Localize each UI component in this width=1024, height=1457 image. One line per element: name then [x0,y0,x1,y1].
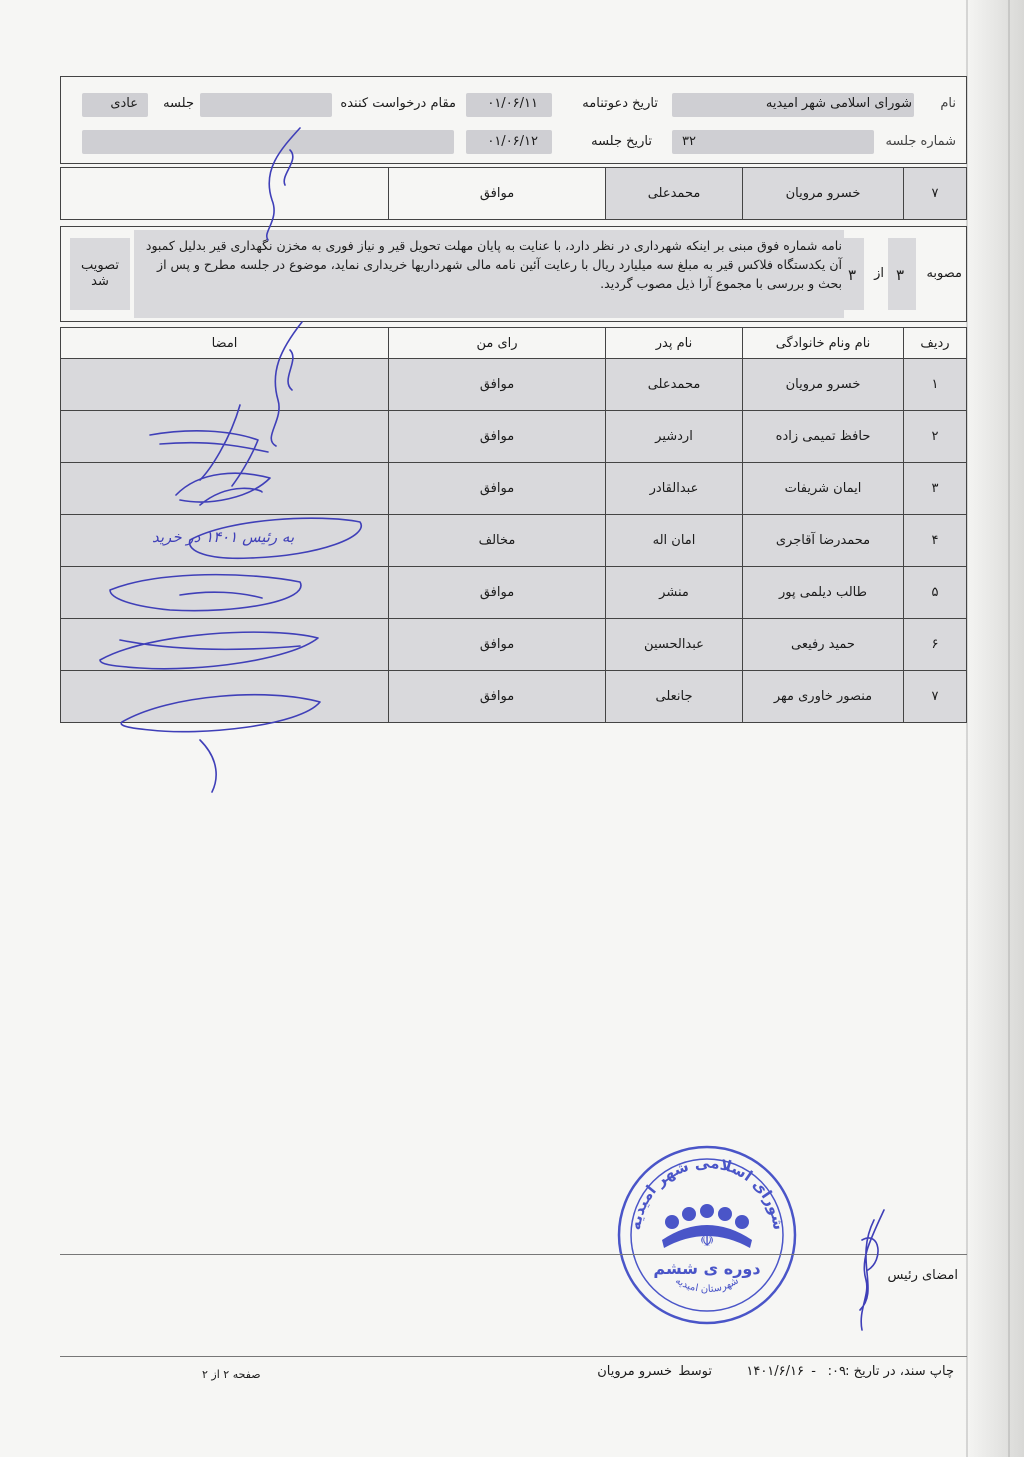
row-index: ۴ [904,515,967,567]
footer-divider-top [60,1254,967,1255]
member-name: حافظ تمیمی زاده [743,411,904,463]
print-date: ۱۴۰۱/۶/۱۶ [746,1364,804,1379]
col-index: ردیف [904,328,967,359]
member-vote: مخالف [389,515,606,567]
session-number: ۳۲ [682,134,696,149]
row-index: ۳ [904,463,967,515]
member-name: خسرو مرویان [743,359,904,411]
row-index: ۶ [904,619,967,671]
member-name: حمید رفیعی [743,619,904,671]
session-type-label: جلسه [163,96,194,111]
print-date-separator: - [811,1364,816,1379]
chairman-signature-label: امضای رئیس [887,1268,958,1283]
father-name: اردشیر [606,411,743,463]
session-date-label: تاریخ جلسه [591,134,652,149]
invitation-date: ۰۱/۰۶/۱۱ [487,96,538,111]
col-signature: امضا [61,328,389,359]
row-index: ۷ [904,168,967,220]
emblem-icon: ☫ [699,1231,715,1250]
council-name: شورای اسلامی شهر امیدیه [765,96,912,111]
signature-stroke [271,322,302,446]
session-date: ۰۱/۰۶/۱۲ [487,134,538,149]
session-type: عادی [110,96,138,111]
print-time: ۰۹: [827,1364,846,1379]
member-vote: موافق [389,168,606,220]
member-name: خسرو مرویان [743,168,904,220]
father-name: جانعلی [606,671,743,723]
footer-divider-bottom [60,1356,967,1357]
motion-label: مصوبه [926,266,962,281]
stamp-bottom-text: دوره ی ششم [653,1259,761,1278]
member-vote: موافق [389,463,606,515]
council-label: نام [940,96,956,111]
row-index: ۲ [904,411,967,463]
handwritten-note: به رئیس ۱۴۰۱ در خرید [152,528,295,546]
member-vote: موافق [389,359,606,411]
stamp-rim-text: شهرستان امیدیه [673,1275,741,1296]
signature-stroke [267,128,300,240]
signature-stroke [110,575,301,611]
father-name: عبدالقادر [606,463,743,515]
col-vote: رای من [389,328,606,359]
father-name: محمدعلی [606,359,743,411]
row-index: ۵ [904,567,967,619]
chairman-signature [840,1200,900,1340]
signature-stroke [121,695,320,792]
member-name: محمدرضا آقاجری [743,515,904,567]
col-father: نام پدر [606,328,743,359]
page-number: صفحه ۲ از ۲ [202,1368,261,1381]
motion-total: ۳ [847,266,856,284]
member-vote: موافق [389,671,606,723]
motion-number: ۳ [895,266,904,284]
member-vote: موافق [389,619,606,671]
col-name: نام ونام خانوادگی [743,328,904,359]
print-prefix: چاپ سند، در تاریخ : [845,1364,954,1379]
council-stamp [612,1140,802,1330]
member-vote: موافق [389,567,606,619]
row-index: ۱ [904,359,967,411]
father-name: عبدالحسین [606,619,743,671]
row-index: ۷ [904,671,967,723]
member-name: منصور خاوری مهر [743,671,904,723]
father-name: محمدعلی [606,168,743,220]
signature-stroke [100,632,318,669]
print-by: خسرو مرویان [597,1364,672,1379]
print-by-label: توسط [678,1364,712,1379]
requester-label: مقام درخواست کننده [340,96,456,111]
member-name: طالب دیلمی پور [743,567,904,619]
father-name: امان اله [606,515,743,567]
motion-text: نامه شماره فوق مبنی بر اینکه شهرداری در نظر دارد، با عنایت به پایان مهلت تحویل قیر و نیاز فوری به مخزن نگهداری قیر بدلیل کمبود آن یکدستگاه فلاکس قیر به مبلغ سه میلیارد ریال با رعایت آئین نامه مالی شهرداریها خریداری نماید، موضوع در جلسه مطرح و پس از بحث و بررسی با مجموع آرا ذیل مصوب گردید. [145,238,842,291]
stamp-top-text: شورای اسلامی شهر امیدیه [626,1153,789,1232]
invitation-date-label: تاریخ دعوتنامه [582,96,658,111]
motion-status: تصویب شد [81,258,119,289]
father-name: منشر [606,567,743,619]
member-name: ایمان شریفات [743,463,904,515]
session-number-label: شماره جلسه [885,134,956,149]
member-vote: موافق [389,411,606,463]
motion-of-label: از [874,266,884,281]
signature-stroke [176,473,270,505]
